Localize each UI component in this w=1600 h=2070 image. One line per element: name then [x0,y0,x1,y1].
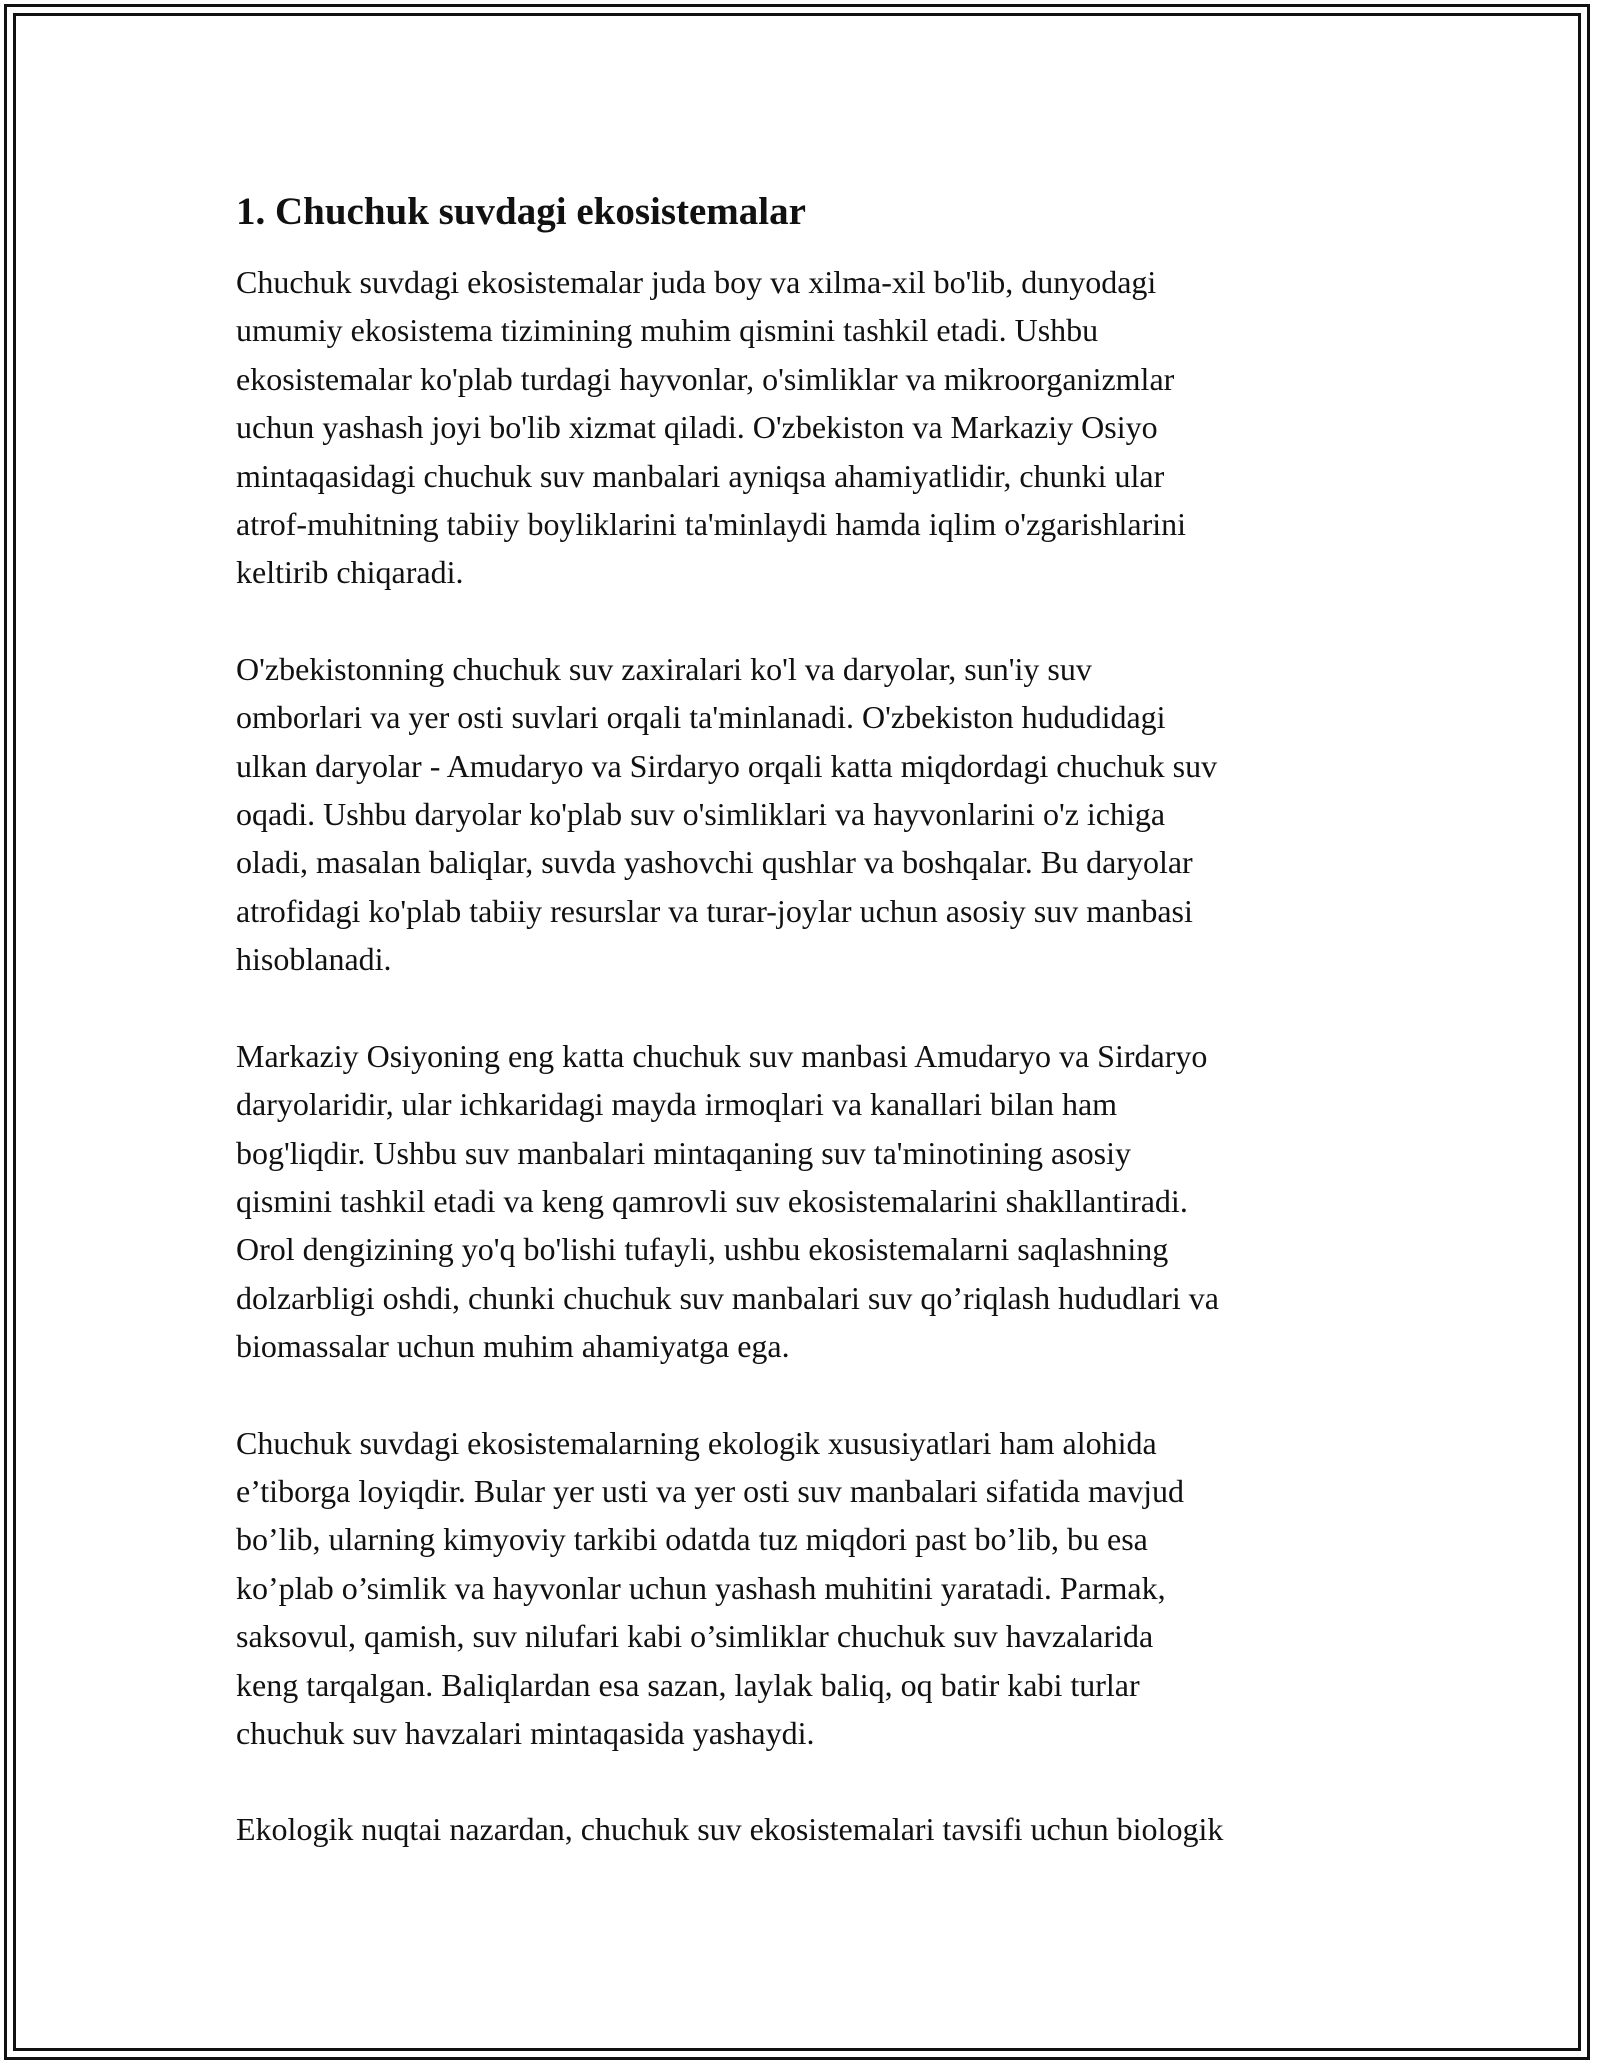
paragraph-1: Chuchuk suvdagi ekosistemalar juda boy va xilma-xil bo'lib, dunyodagi umumiy ekosistema tizimining muhim qismini tashkil etadi. Ushbu ekosistemalar ko'plab turdagi hayvonlar, o'simliklar va mikroorganizmlar uchun yashash joyi bo'lib xizmat qiladi. O'zbekiston va Markaziy Osiyo mintaqasidagi chuchuk suv manbalari ayniqsa ahamiyatlidir, chunki ular atrof-muhitning tabiiy boyliklarini ta'minlaydi hamda iqlim o'zgarishlarini keltirib chiqaradi. [236,264,1186,591]
paragraph-3: Markaziy Osiyoning eng katta chuchuk suv manbasi Amudaryo va Sirdaryo daryolaridir, ular ichkaridagi mayda irmoqlari va kanallari bilan ham bog'liqdir. Ushbu suv manbalari mintaqaning suv ta'minotining asosiy qismini tashkil etadi va keng qamrovli suv ekosistemalarini shakllantiradi. Orol dengizining yo'q bo'lishi tufayli, ushbu ekosistemalarni saqlashning dolzarbligi oshdi, chunki chuchuk suv manbalari suv qo’riqlash hududlari va biomassalar uchun muhim ahamiyatga ega. [236,1037,1219,1365]
paragraph-5: Ekologik nuqtai nazardan, chuchuk suv ekosistemalari tavsifi uchun biologik [236,1811,1224,1848]
paragraph-2: O'zbekistonning chuchuk suv zaxiralari ko'l va daryolar, sun'iy suv omborlari va yer osti suvlari orqali ta'minlanadi. O'zbekiston hududidagi ulkan daryolar - Amudaryo va Sirdaryo orqali katta miqdordagi chuchuk suv oqadi. Ushbu daryolar ko'plab suv o'simliklari va hayvonlarini o'z ichiga oladi, masalan baliqlar, suvda yashovchi qushlar va boshqalar. Bu daryolar atrofidagi ko'plab tabiiy resurslar va turar-joylar uchun asosiy suv manbasi hisoblanadi. [236,650,1218,978]
section-title: 1. Chuchuk suvdagi ekosistemalar [236,190,806,233]
paragraph-4: Chuchuk suvdagi ekosistemalarning ekologik xususiyatlari ham alohida e’tiborga loyiqdir. Bular yer usti va yer osti suv manbalari sifatida mavjud bo’lib, ularning kimyoviy tarkibi odatda tuz miqdori past bo’lib, bu esa ko’plab o’simlik va hayvonlar uchun yashash muhitini yaratadi. Parmak, saksovul, qamish, suv nilufari kabi o’simliklar chuchuk suv havzalarida keng tarqalgan. Baliqlardan esa sazan, laylak baliq, oq batir kabi turlar chuchuk suv havzalari mintaqasida yashaydi. [236,1424,1184,1751]
document-body [236,188,1376,1902]
